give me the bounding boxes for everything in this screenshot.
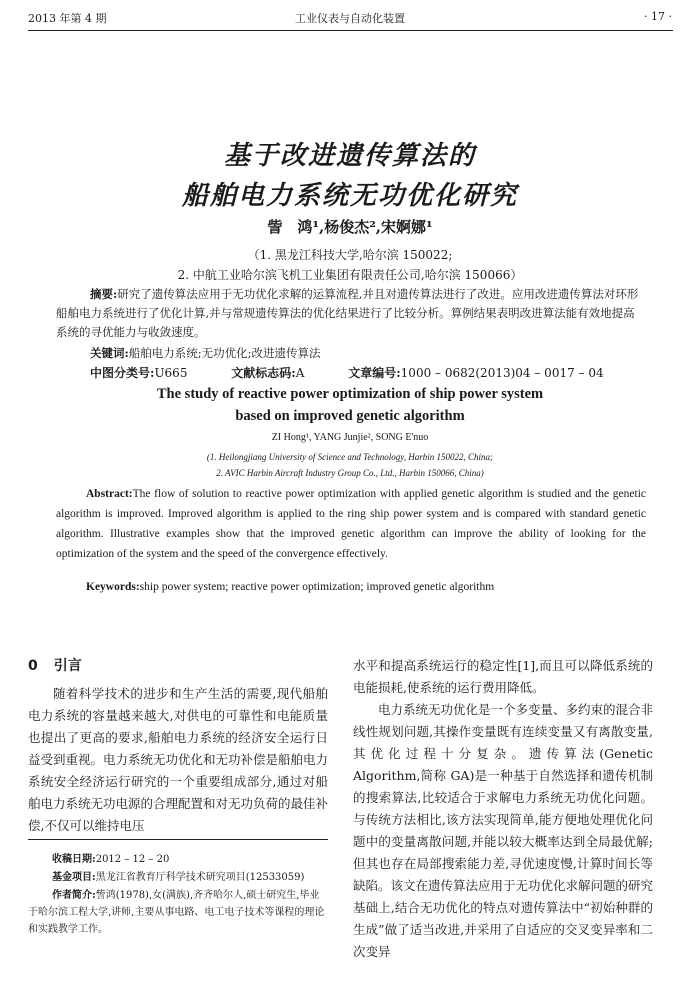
received-label: 收稿日期: [52, 854, 96, 865]
keywords-en [86, 581, 646, 593]
authors-en: ZI Hong¹, YANG Junjie², SONG E'nuo [271, 432, 429, 443]
keywords-cn [56, 344, 646, 363]
abstract-cn [56, 285, 646, 342]
affiliation-en-1: (1. Heilongjiang University of Science and Technology, Harbin 150022, China; [206, 452, 494, 462]
abstract-en [56, 484, 646, 564]
affiliation-cn-1: （1. 黑龙江科技大学,哈尔滨 150022; [247, 248, 453, 262]
header-journal: 工业仪表与自动化装置 [295, 12, 405, 25]
footnote-fund [28, 869, 328, 886]
section-heading [28, 655, 82, 675]
abstract-en-label: Abstract: [86, 488, 133, 500]
keywords-en-label: Keywords: [86, 581, 140, 593]
authors-cn: 訾 鸿¹,杨俊杰²,宋婀娜¹ [267, 218, 433, 236]
footnote-rule [28, 839, 328, 840]
author-bio-value: 訾鸿(1978),女(满族),齐齐哈尔人,硕士研究生,毕业于哈尔滨工程大学,讲师,主要从事电路、电工电子技术等课程的理论和实践教学工作。 [28, 890, 325, 935]
title-cn-line1: 基于改进遗传算法的 [223, 141, 476, 171]
section-title: 引言 [53, 658, 82, 674]
received-value: 2012 – 12 – 20 [95, 854, 170, 865]
doc-code-value: A [295, 366, 305, 380]
abstract-cn-text: 研究了遗传算法应用于无功优化求解的运算流程,并且对遗传算法进行了改进。应用改进遗传算法对环形船舶电力系统进行了优化计算,并与常规遗传算法的优化结果进行了比较分析。算例结果表明改进算法能有效地提高系统的寻优能力与收敛速度。 [56, 287, 639, 339]
footnote-received [28, 851, 328, 868]
footnote-author [28, 887, 328, 938]
keywords-cn-text: 船舶电力系统;无功优化;改进遗传算法 [128, 346, 321, 360]
clc-value: U665 [154, 366, 188, 380]
fund-value: 黑龙江省教育厅科学技术研究项目(12533059) [95, 872, 305, 883]
article-number-value: 1000 – 0682(2013)04 – 0017 – 04 [400, 366, 604, 380]
body-right-column [353, 655, 653, 963]
author-bio-label: 作者简介: [52, 890, 96, 901]
body-right-paragraph-2: 电力系统无功优化是一个多变量、多约束的混合非线性规划问题,其操作变量既有连续变量又有离散变量,其优化过程十分复杂。遗传算法(Genetic Algorithm,简称 GA)是一种基于自然选择和遗传机制的搜索算法,比较适合于求解电力系统无功优化问题。与传统方法相比,该方法实现简单,能方便地处理优化问题中的变量离散问题,并能以较大概率达到全局最优解;但其也存在局部搜索能力差,寻优速度慢,计算时间长等缺陷。该文在遗传算法应用于无功优化求解问题的研究基础上,结合无功优化的特点对遗传算法中“初始种群的生成”做了适当改进,并采用了自适应的交叉变异率和二次变异 [353, 702, 654, 959]
body-left-column [28, 683, 328, 837]
header-rule [28, 30, 673, 31]
abstract-en-text: The flow of solution to reactive power optimization with applied genetic algorithm is studied and the genetic algorithm is improved. Improved algorithm is applied to the ring ship power system and is compared with standard genetic algorithm. Illustrative examples show that the improved genetic algorithm can improve the ability of looking for the optimization of the system and the speed of the convergence effectively. [56, 488, 646, 560]
affiliation-en-2: 2. AVIC Harbin Aircraft Industry Group Co., Ltd., Harbin 150066, China) [216, 468, 484, 478]
header-issue: 2013 年第 4 期 [28, 12, 107, 25]
body-left-paragraph-1: 随着科学技术的进步和生产生活的需要,现代船舶电力系统的容量越来越大,对供电的可靠性和电能质量也提出了更高的要求,船舶电力系统的经济安全运行日益受到重视。电力系统无功优化和无功补偿是船舶电力系统安全经济运行研究的一个重要组成部分,通过对船舶电力系统无功电源的合理配置和对无功负荷的最佳补偿,不仅可以维持电压 [28, 686, 329, 833]
keywords-cn-label: 关键词: [90, 346, 129, 360]
section-number: 0 [28, 658, 38, 674]
title-en-line1: The study of reactive power optimization of ship power system [156, 386, 544, 402]
title-en-line2: based on improved genetic algorithm [235, 408, 465, 424]
header-page-number: · 17 · [644, 10, 672, 23]
body-right-paragraph-1: 水平和提高系统运行的稳定性[1],而且可以降低系统的电能损耗,使系统的运行费用降低。 [353, 658, 653, 695]
keywords-en-text: ship power system; reactive power optimization; improved genetic algorithm [139, 581, 495, 593]
doc-code-label: 文献标志码: [231, 366, 296, 380]
title-cn-line2: 船舶电力系统无功优化研究 [181, 181, 518, 211]
abstract-cn-label: 摘要: [90, 287, 118, 301]
fund-label: 基金项目: [52, 872, 96, 883]
clc-label: 中图分类号: [90, 366, 155, 380]
affiliation-cn-2: 2. 中航工业哈尔滨飞机工业集团有限责任公司,哈尔滨 150066） [177, 268, 523, 282]
classification-line [90, 364, 650, 381]
article-number-label: 文章编号: [348, 366, 401, 380]
